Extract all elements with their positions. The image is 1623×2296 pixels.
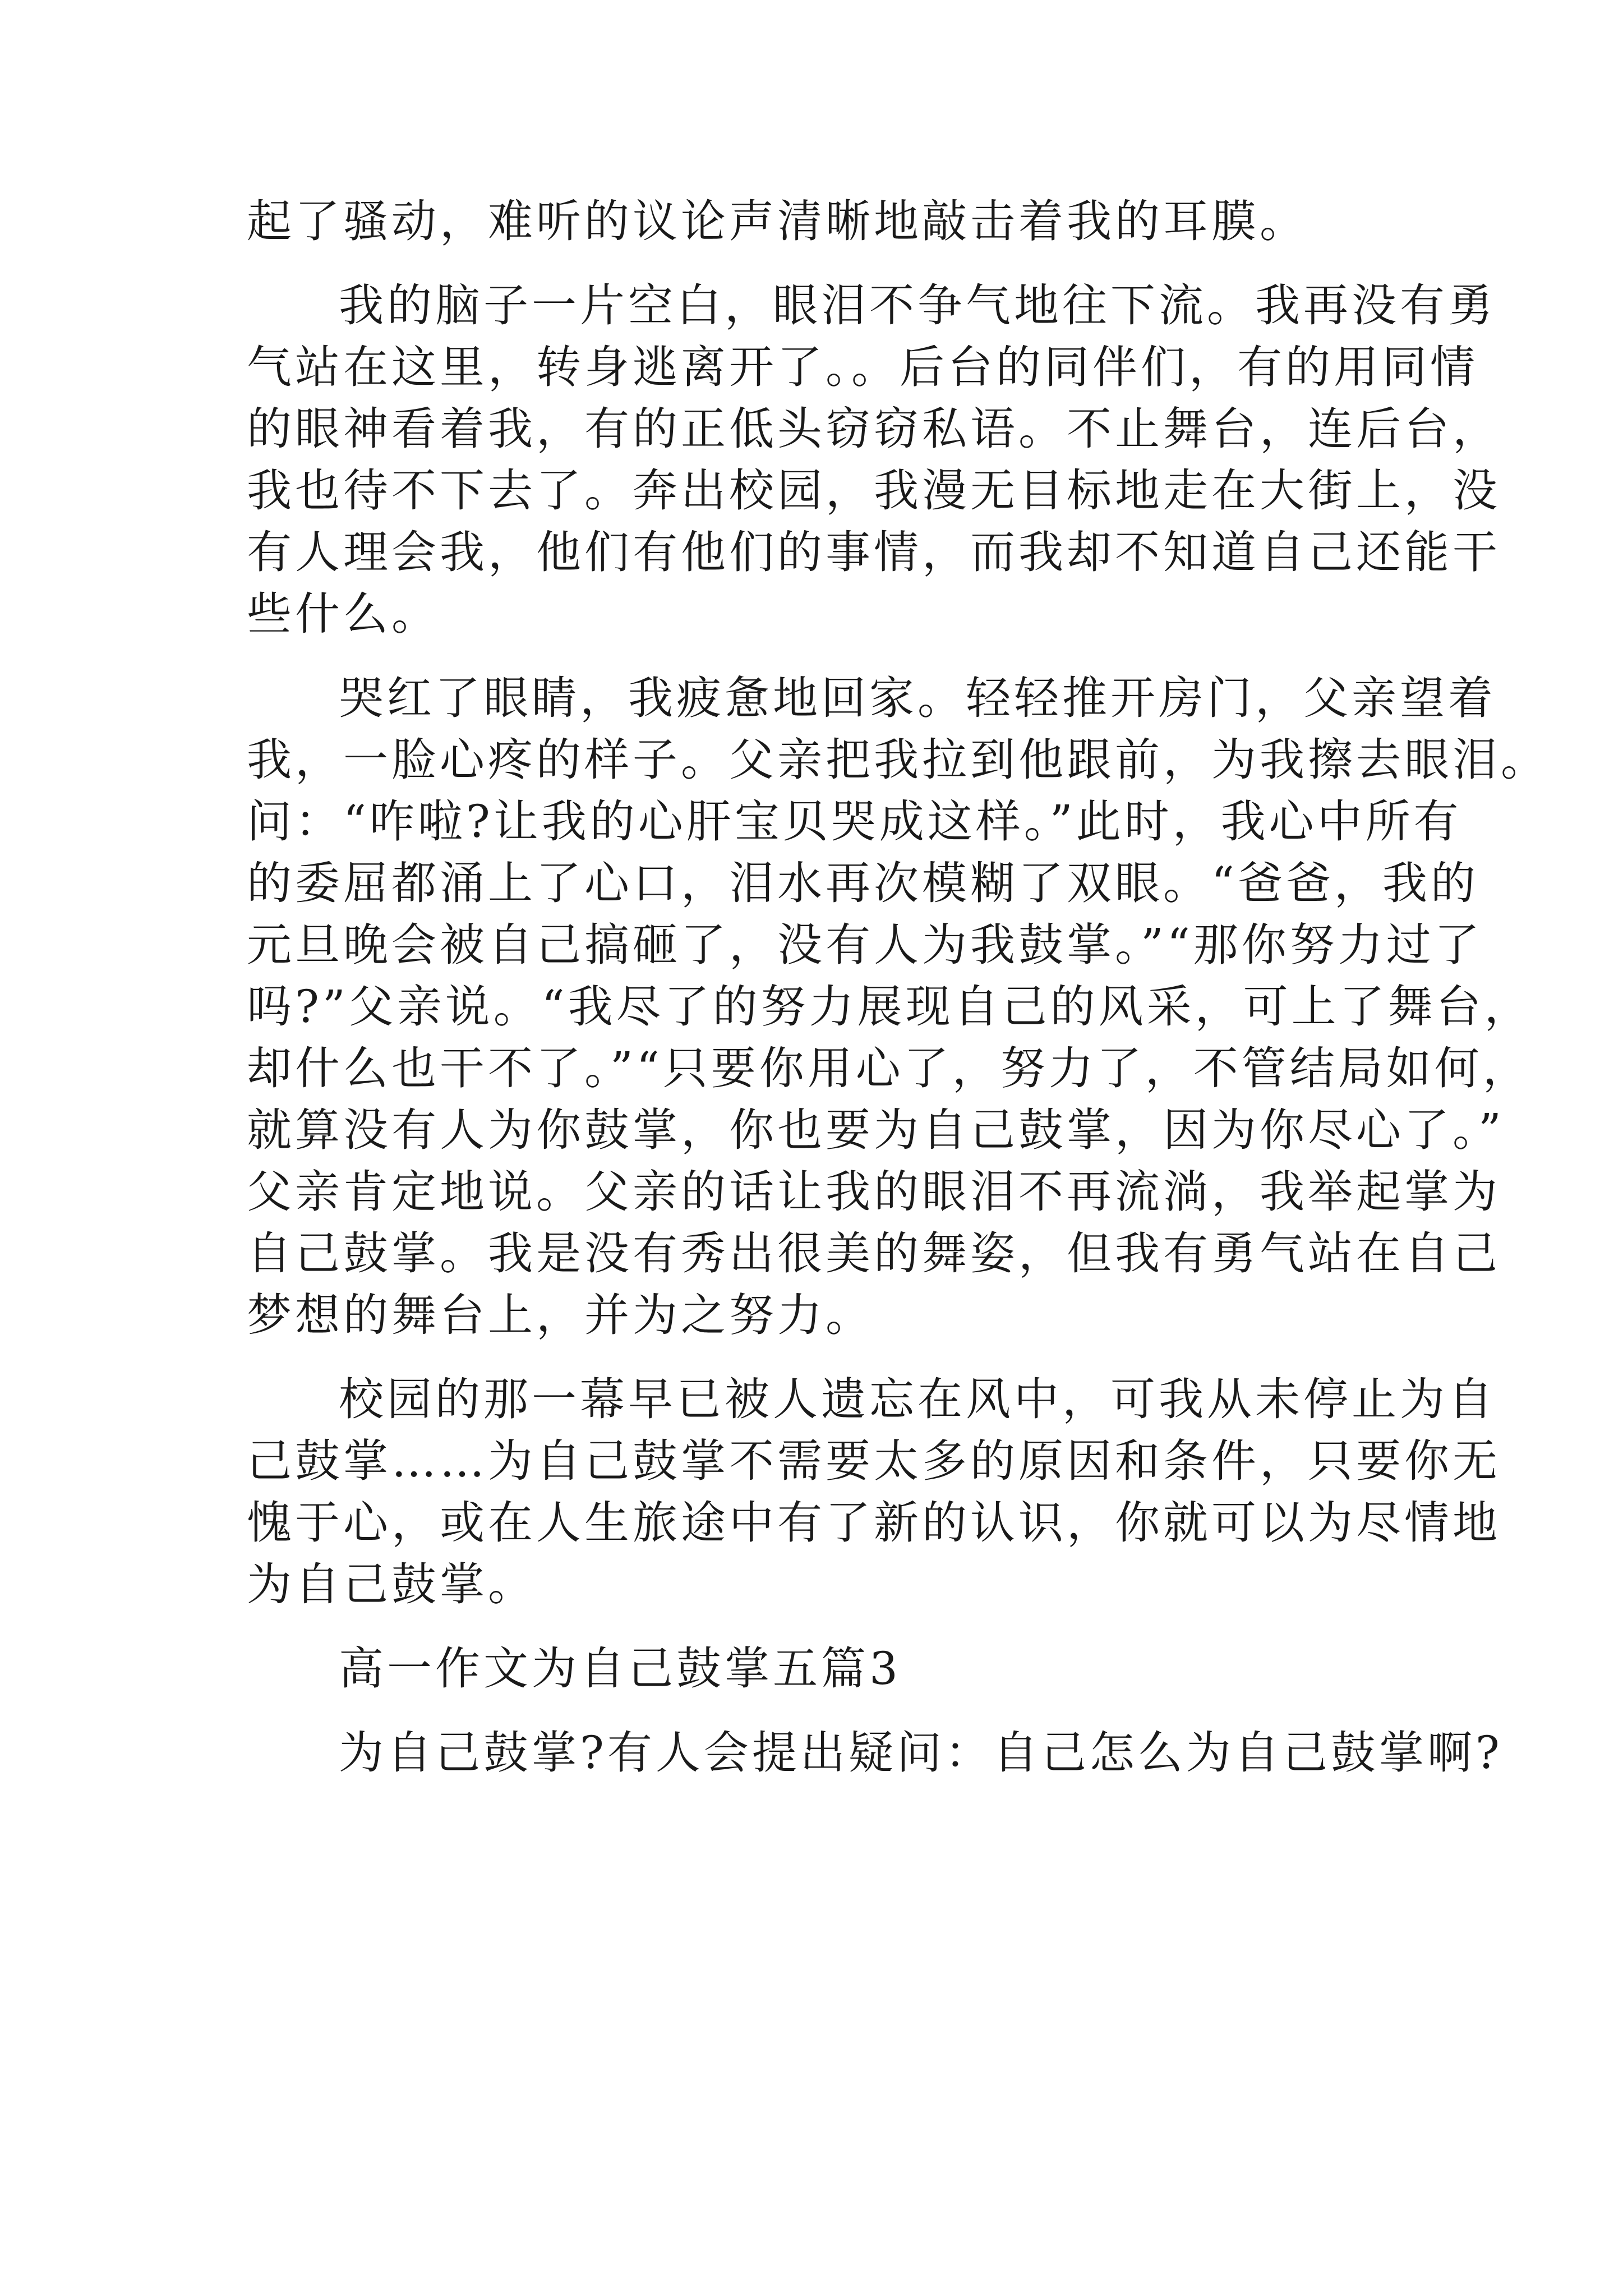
- text-line: 的眼神看着我，有的正低头窃窃私语。不止舞台，连后台，: [247, 403, 1501, 455]
- paragraph-gap: [247, 1346, 1385, 1369]
- paragraph-gap: [247, 1700, 1385, 1722]
- text-line: 愧于心，或在人生旅途中有了新的认识，你就可以为尽情地: [247, 1497, 1501, 1549]
- text-line: 我，一脸心疼的样子。父亲把我拉到他跟前，为我擦去眼泪。: [247, 734, 1549, 786]
- text-line: 梦想的舞台上，并为之努力。: [247, 1289, 874, 1341]
- text-line: 有人理会我，他们有他们的事情，而我却不知道自己还能干: [247, 526, 1501, 578]
- text-line: 自己鼓掌。我是没有秀出很美的舞姿，但我有勇气站在自己: [247, 1227, 1501, 1280]
- paragraph-p3: [247, 668, 1549, 1346]
- paragraph-p6: [247, 1722, 1503, 1784]
- text-line: 元旦晚会被自己搞砸了，没有人为我鼓掌。”“那你努力过了: [247, 919, 1483, 971]
- text-line: 为自己鼓掌?有人会提出疑问：自己怎么为自己鼓掌啊?: [339, 1727, 1503, 1779]
- paragraph-p5: [247, 1638, 1385, 1700]
- paragraph-p2: [247, 275, 1501, 645]
- paragraph-gap: [247, 1616, 1385, 1638]
- paragraph-gap: [247, 252, 1385, 275]
- text-line: 己鼓掌……为自己鼓掌不需要太多的原因和条件，只要你无: [247, 1435, 1501, 1487]
- text-line: 就算没有人为你鼓掌，你也要为自己鼓掌，因为你尽心了。”: [247, 1104, 1505, 1156]
- text-line: 哭红了眼睛，我疲惫地回家。轻轻推开房门，父亲望着: [339, 672, 1496, 724]
- text-line: 起了骚动，难听的议论声清晰地敲击着我的耳膜。: [247, 195, 1308, 247]
- paragraph-p1: [247, 191, 1385, 252]
- text-line: 高一作文为自己鼓掌五篇3: [339, 1642, 901, 1695]
- document-body: [247, 191, 1549, 1784]
- text-line: 我的脑子一片空白，眼泪不争气地往下流。我再没有勇: [339, 279, 1496, 332]
- text-line: 些什么。: [247, 588, 440, 640]
- text-line: 吗?”父亲说。“我尽了的努力展现自己的风采，可上了舞台，: [247, 981, 1533, 1033]
- paragraph-p4: [247, 1369, 1501, 1616]
- text-line: 校园的那一幕早已被人遗忘在风中，可我从未停止为自: [339, 1373, 1496, 1425]
- text-line: 父亲肯定地说。父亲的话让我的眼泪不再流淌，我举起掌为: [247, 1166, 1501, 1218]
- text-line: 气站在这里，转身逃离开了。。后台的同伴们，有的用同情: [247, 341, 1478, 393]
- text-line: 却什么也干不了。”“只要你用心了，努力了，不管结局如何，: [247, 1042, 1531, 1094]
- text-line: 为自己鼓掌。: [247, 1558, 536, 1611]
- text-line: 的委屈都涌上了心口，泪水再次模糊了双眼。“爸爸，我的: [247, 857, 1479, 909]
- paragraph-gap: [247, 645, 1385, 668]
- text-line: 问：“咋啦?让我的心肝宝贝哭成这样。”此时，我心中所有: [247, 795, 1462, 848]
- text-line: 我也待不下去了。奔出校园，我漫无目标地走在大街上，没: [247, 464, 1501, 517]
